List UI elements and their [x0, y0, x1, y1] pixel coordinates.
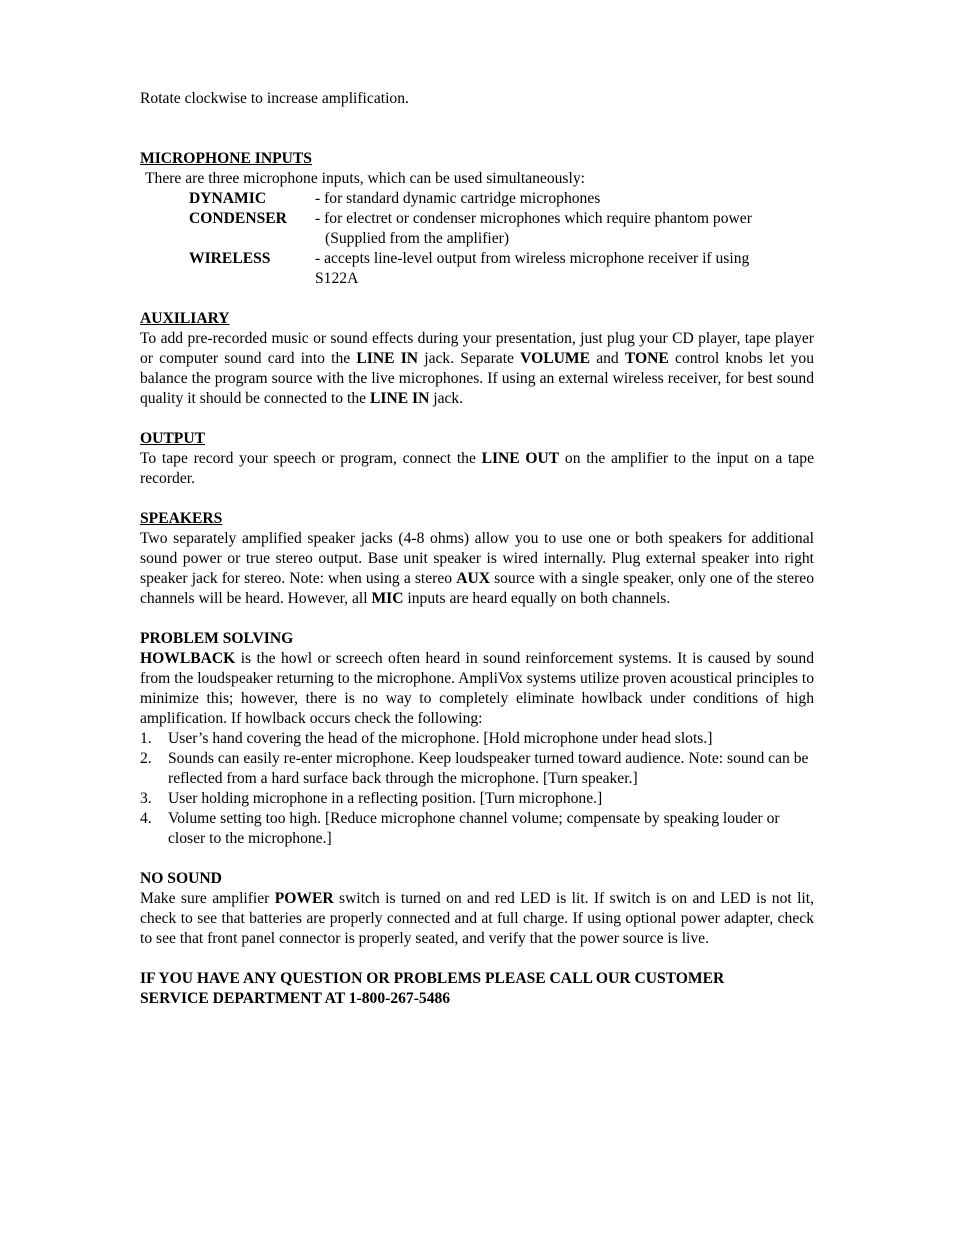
mic-intro-text: There are three microphone inputs, which can be used simultaneously: — [145, 170, 585, 187]
no-sound-paragraph: Make sure amplifier POWER switch is turned on and red LED is lit. If switch is on and LED is not lit, check to see that batteries are properly connected and at full charge. If using optional power adapter, check to see that front panel connector is properly seated, and verify that the power source is live. — [140, 890, 814, 947]
howlback-paragraph: HOWLBACK is the howl or screech often heard in sound reinforcement systems. It is caused by sound from the loudspeaker returning to the microphone. AmpliVox systems utilize proven acoustical principles to minimize this; however, there is no way to completely eliminate howlback under conditions of high amplification. If howlback occurs check the following: — [140, 650, 814, 727]
output-paragraph: To tape record your speech or program, connect the LINE OUT on the amplifier to the input on a tape recorder. — [140, 450, 815, 487]
auxiliary-paragraph: To add pre-recorded music or sound effects during your presentation, just plug your CD player, tape player or computer sound card into the LINE IN jack. Separate VOLUME and TONE control knobs let you balance the program source with the live microphones. If using an external wireless receiver, for best sound quality it should be connected to the LINE IN jack. — [140, 330, 814, 407]
mic-item-dynamic — [140, 189, 814, 209]
mic-item-desc-continued: S122A — [315, 270, 359, 287]
speakers-paragraph: Two separately amplified speaker jacks (4-8 ohms) allow you to use one or both speakers for additional sound power or true stereo output. Base unit speaker is wired internally. Plug external speaker into right speaker jack for stereo. Note: when using a stereo AUX source with a single speaker, only one of the stereo channels will be heard. However, all MIC inputs are heard equally on both channels. — [140, 530, 814, 607]
section-heading-no-sound: NO SOUND — [140, 870, 222, 887]
mic-item-label: CONDENSER — [189, 210, 287, 227]
section-heading-auxiliary: AUXILIARY — [140, 310, 230, 327]
contact-line-1: IF YOU HAVE ANY QUESTION OR PROBLEMS PLEASE CALL OUR CUSTOMER — [140, 970, 725, 987]
mic-item-desc: - for electret or condenser microphones which require phantom power — [315, 210, 752, 227]
section-heading-problem-solving: PROBLEM SOLVING — [140, 630, 294, 647]
mic-item-condenser — [140, 209, 814, 249]
list-item: 1. User’s hand covering the head of the microphone. [Hold microphone under head slots.] — [140, 730, 713, 747]
mic-item-desc: - accepts line-level output from wireless microphone receiver if using — [315, 250, 750, 267]
section-output — [140, 429, 814, 489]
howlback-checklist — [140, 729, 814, 849]
mic-item-label: WIRELESS — [189, 250, 271, 267]
section-contact — [140, 969, 814, 1009]
section-heading-microphone-inputs: MICROPHONE INPUTS — [140, 150, 312, 167]
list-item: 4. Volume setting too high. [Reduce microphone channel volume; compensate by speaking louder or closer to the microphone.] — [140, 810, 780, 847]
list-item: 3. User holding microphone in a reflecting position. [Turn microphone.] — [140, 790, 603, 807]
intro-text: Rotate clockwise to increase amplification. — [140, 90, 409, 107]
mic-item-label: DYNAMIC — [189, 190, 267, 207]
contact-line-2: SERVICE DEPARTMENT AT 1-800-267-5486 — [140, 990, 451, 1007]
section-speakers — [140, 509, 814, 609]
section-heading-output: OUTPUT — [140, 430, 205, 447]
mic-item-desc-continued: (Supplied from the amplifier) — [325, 230, 510, 247]
mic-item-desc: - for standard dynamic cartridge microphones — [315, 190, 601, 207]
list-item: 2. Sounds can easily re-enter microphone. Keep loudspeaker turned toward audience. Note: sound can be reflected from a hard surface back through the microphone. [Turn speaker.] — [140, 750, 809, 787]
section-auxiliary — [140, 309, 814, 409]
section-heading-speakers: SPEAKERS — [140, 510, 223, 527]
document-page — [140, 89, 814, 1009]
section-microphone-inputs — [140, 149, 814, 289]
section-problem-solving — [140, 629, 814, 849]
mic-item-wireless — [140, 249, 814, 289]
section-no-sound — [140, 869, 814, 949]
